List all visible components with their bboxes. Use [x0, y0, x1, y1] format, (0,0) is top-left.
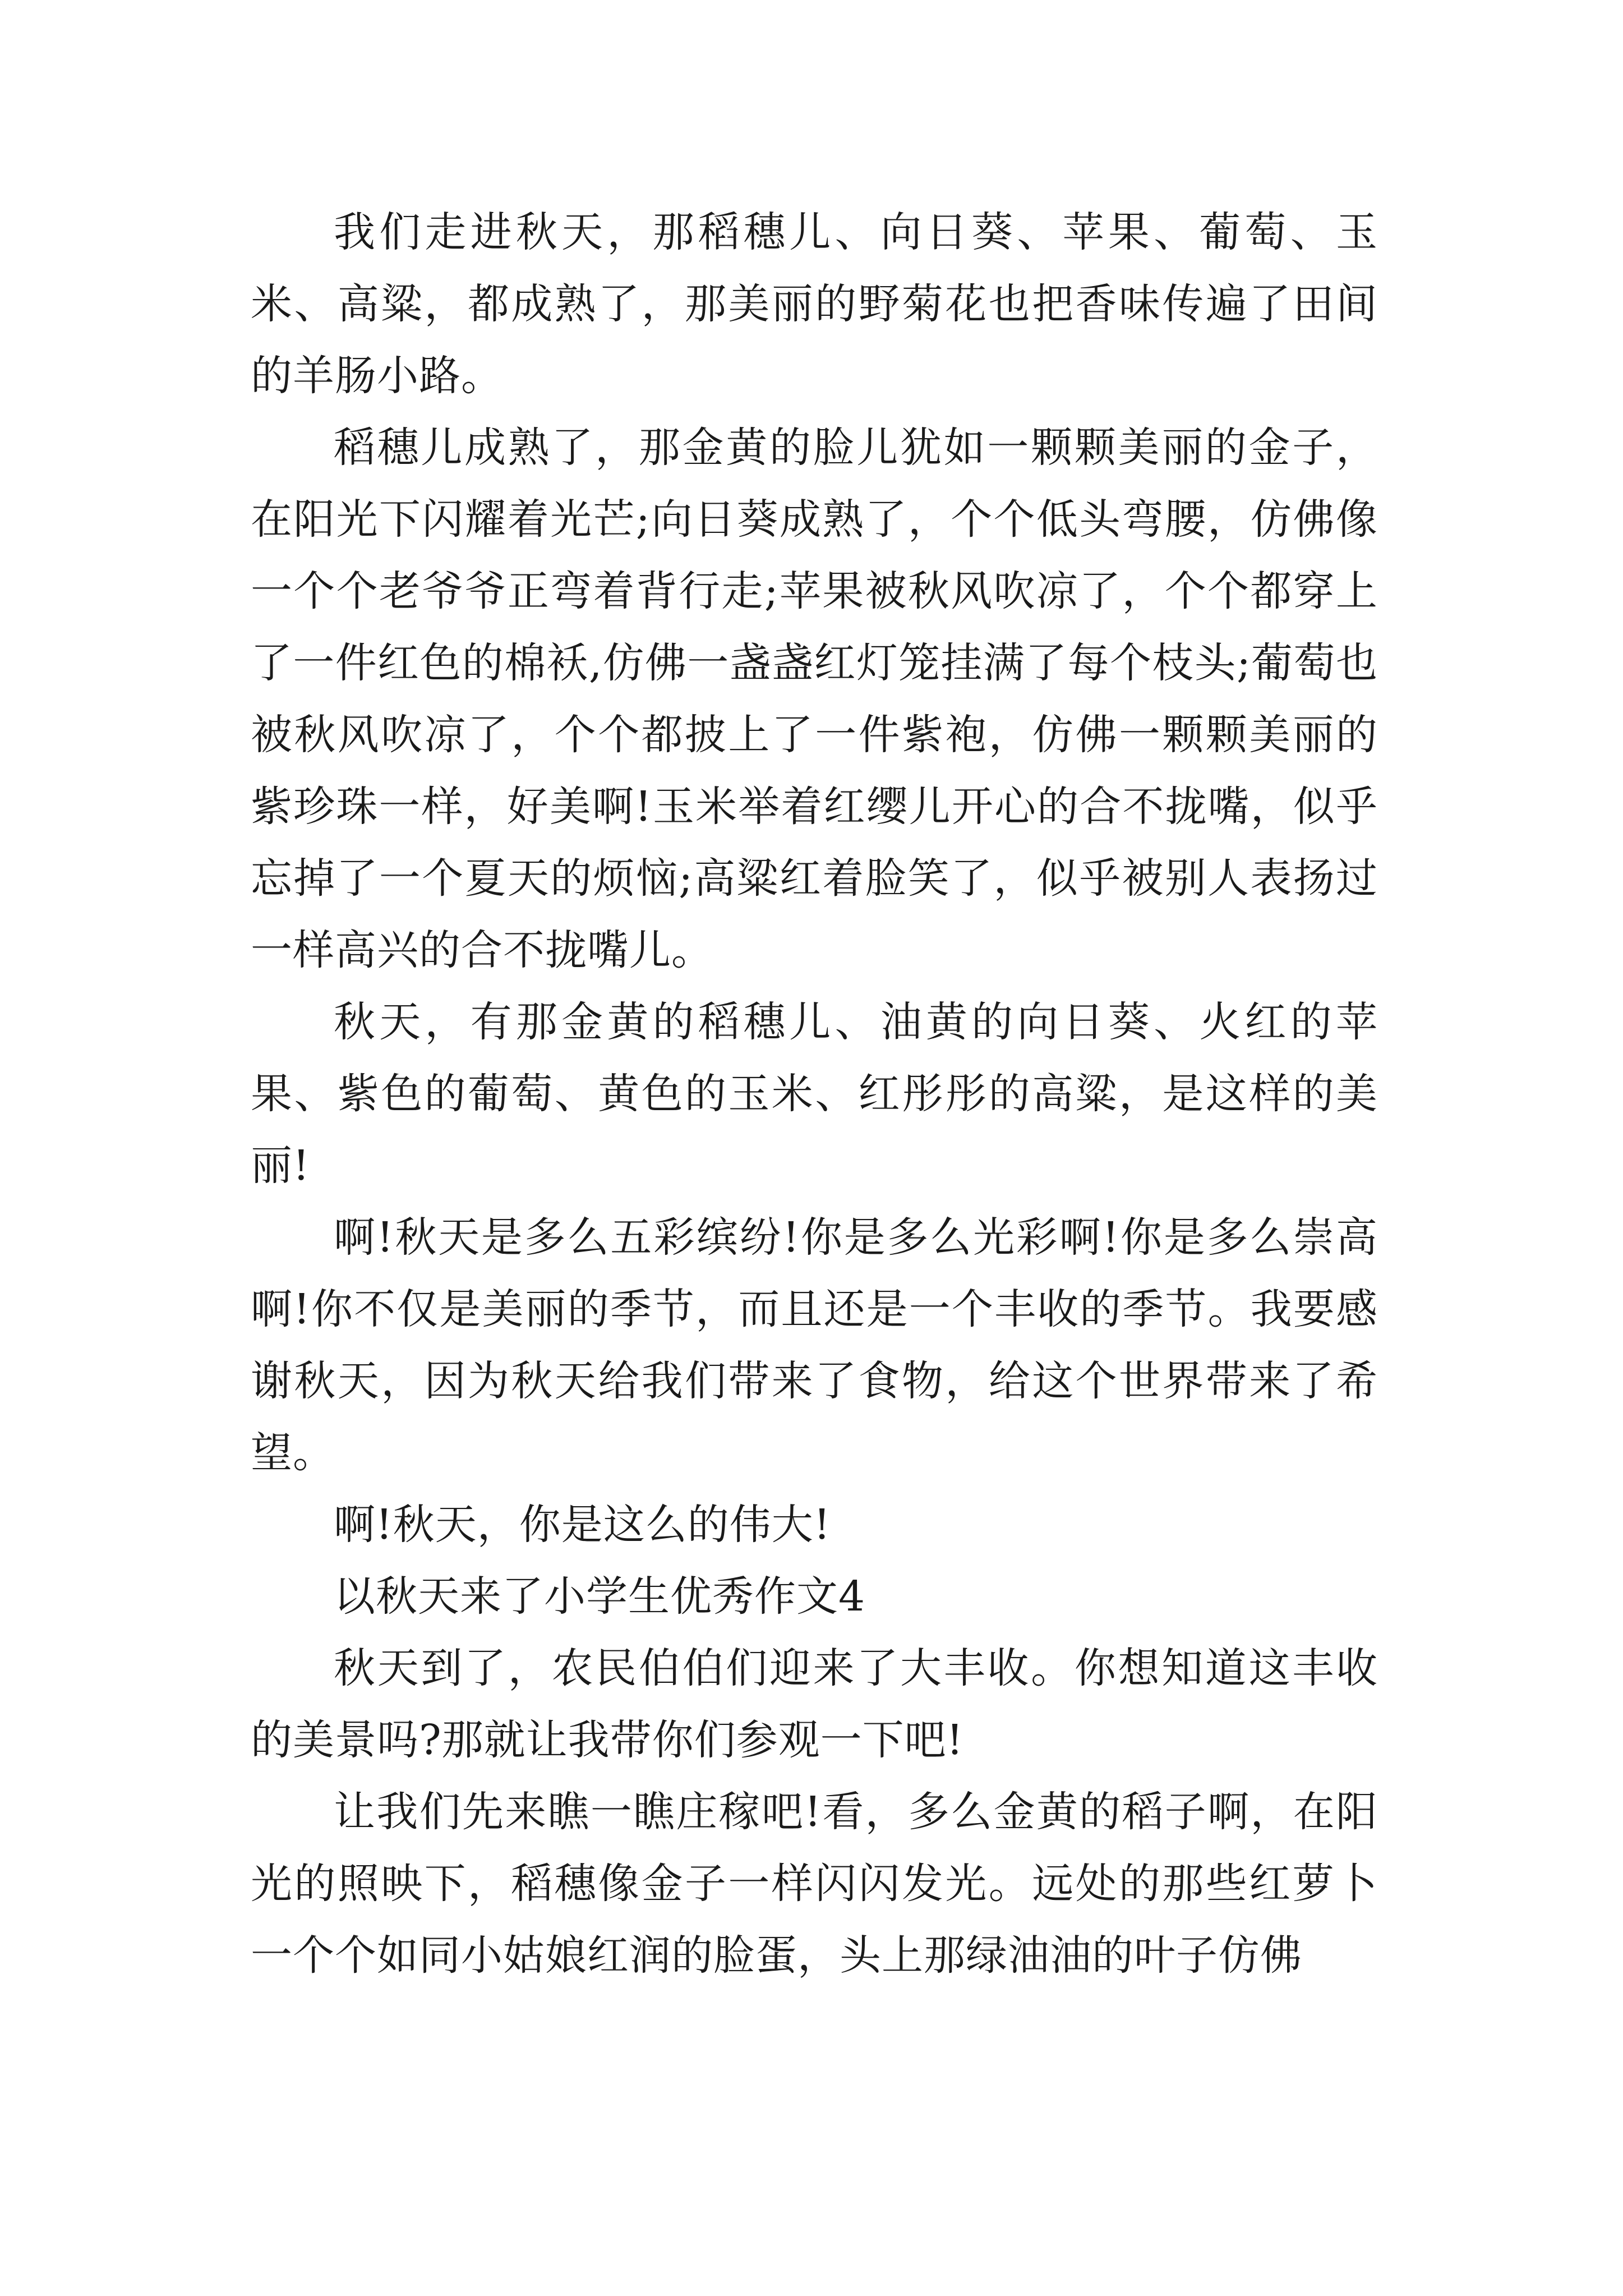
- document-body: [251, 196, 1378, 1991]
- paragraph: 让我们先来瞧一瞧庄稼吧!看，多么金黄的稻子啊，在阳光的照映下，稻穗像金子一样闪闪发光。远处的那些红萝卜一个个如同小姑娘红润的脸蛋，头上那绿油油的叶子仿佛: [251, 1788, 1378, 1980]
- paragraph: 秋天到了，农民伯伯们迎来了大丰收。你想知道这丰收的美景吗?那就让我带你们参观一下吧!: [251, 1644, 1378, 1764]
- paragraph: 我们走进秋天，那稻穗儿、向日葵、苹果、葡萄、玉米、高粱，都成熟了，那美丽的野菊花也把香味传遍了田间的羊肠小路。: [251, 208, 1378, 400]
- paragraph: 啊!秋天是多么五彩缤纷!你是多么光彩啊!你是多么崇高啊!你不仅是美丽的季节，而且还是一个丰收的季节。我要感谢秋天，因为秋天给我们带来了食物，给这个世界带来了希望。: [251, 1213, 1378, 1477]
- paragraph: 啊!秋天，你是这么的伟大!: [334, 1501, 831, 1549]
- paragraph: 秋天，有那金黄的稻穗儿、油黄的向日葵、火红的苹果、紫色的葡萄、黄色的玉米、红彤彤的高粱，是这样的美丽!: [251, 998, 1378, 1190]
- section-heading: 以秋天来了小学生优秀作文4: [334, 1572, 866, 1621]
- paragraph: 稻穗儿成熟了，那金黄的脸儿犹如一颗颗美丽的金子，在阳光下闪耀着光芒;向日葵成熟了，个个低头弯腰，仿佛像一个个老爷爷正弯着背行走;苹果被秋风吹凉了，个个都穿上了一件红色的棉袄,仿佛一盏盏红灯笼挂满了每个枝头;葡萄也被秋风吹凉了，个个都披上了一件紫袍，仿佛一颗颗美丽的紫珍珠一样，好美啊!玉米举着红缨儿开心的合不拢嘴，似乎忘掉了一个夏天的烦恼;高粱红着脸笑了，似乎被别人表扬过一样高兴的合不拢嘴儿。: [251, 424, 1378, 974]
